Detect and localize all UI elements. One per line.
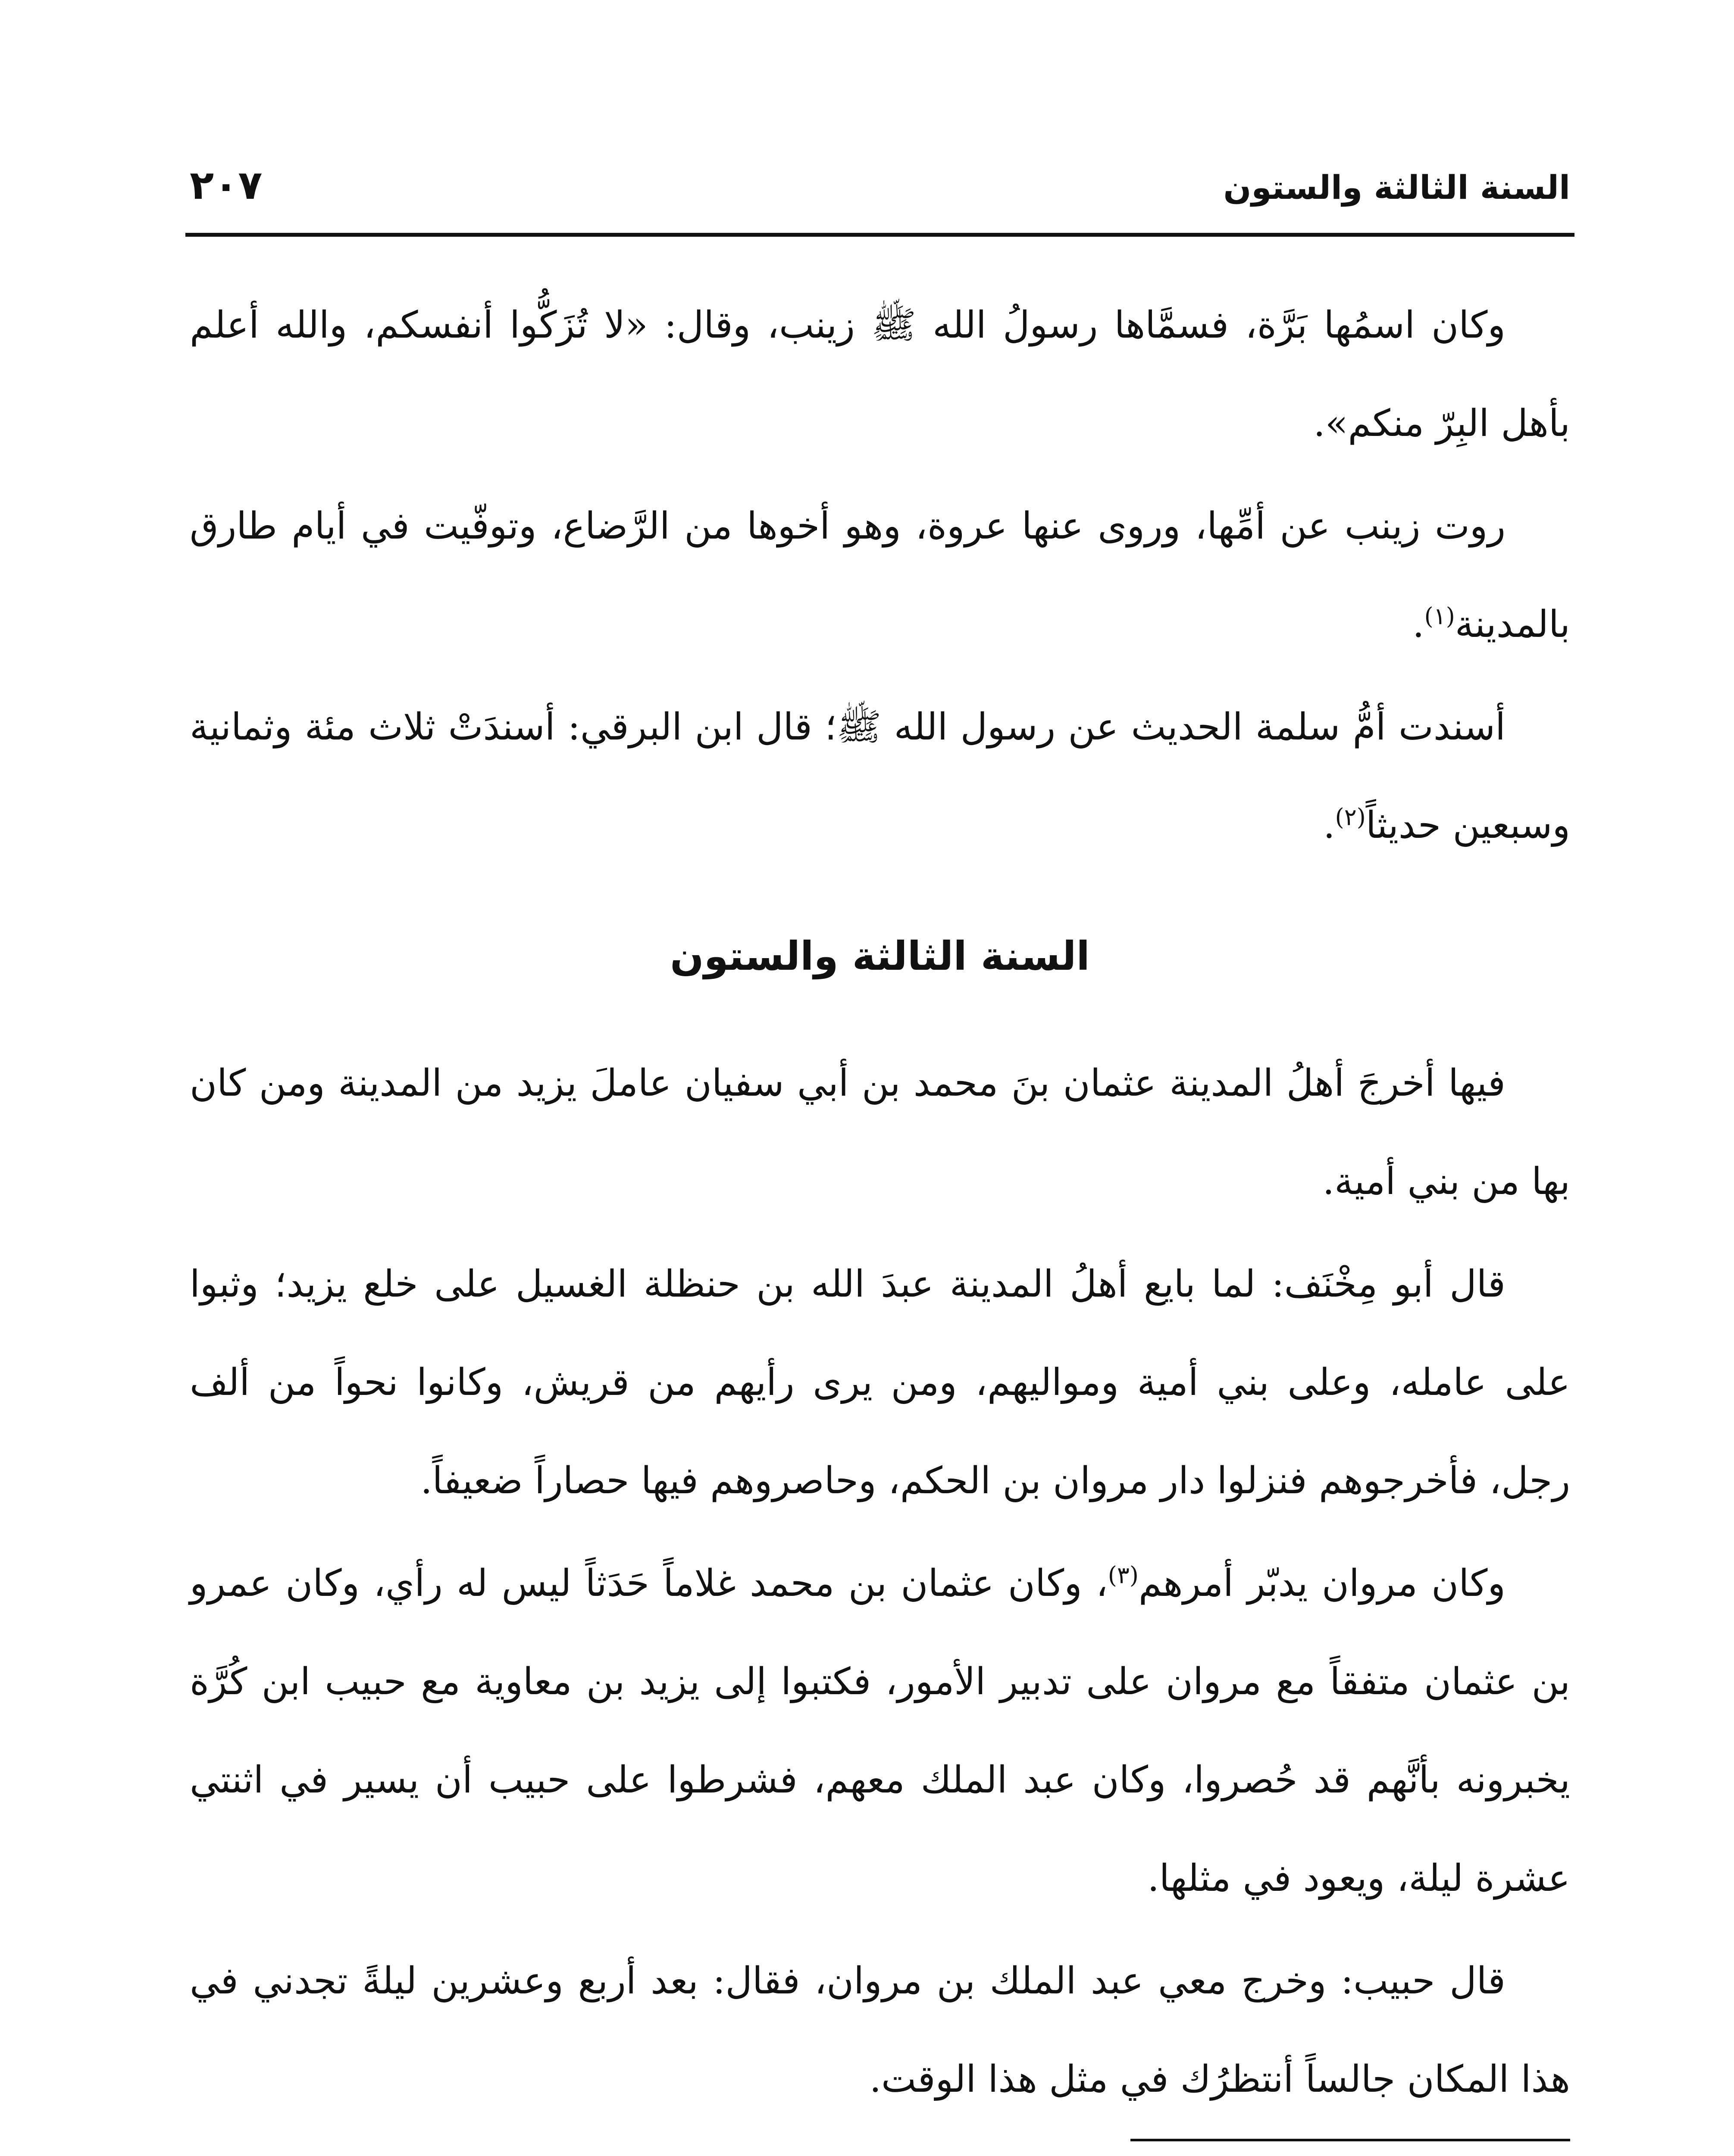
paragraph-6: [190, 1534, 1570, 1927]
header-rule: [185, 233, 1574, 237]
footnote-ref-3[interactable]: (٣): [1108, 1561, 1139, 1589]
main-text: [190, 276, 1570, 2156]
paragraph-4: فيها أخرجَ أهلُ المدينة عثمان بنَ محمد بن أبي سفيان عاملَ يزيد من المدينة ومن كان بها من بني أمية.: [190, 1062, 1570, 1203]
running-title: السنة الثالثة والستون: [1223, 168, 1570, 207]
footnote-rule: [1130, 2139, 1570, 2141]
paragraph-3: [190, 678, 1570, 874]
paragraph-6-rest: ، وكان عثمان بن محمد غلاماً حَدَثاً ليس له رأي، وكان عمرو بن عثمان متفقاً مع مروان على تدبير الأمور، فكتبوا إلى يزيد بن معاوية مع حبيب ابن كُرَّة يخبرونه بأنَّهم قد حُصروا، وكان عبد الملك معهم، فشرطوا على حبيب أن يسير في اثنتي عشرة ليلة، ويعود في مثلها.: [190, 1562, 1570, 1900]
paragraph-3-end: .: [1323, 804, 1335, 847]
paragraph-8: [190, 2133, 1570, 2156]
footnote-ref-1[interactable]: (١): [1424, 602, 1455, 630]
paragraph-1: وكان اسمُها بَرَّة، فسمَّاها رسولُ الله ﷺ زينب، وقال: «لا تُزَكُّوا أنفسكم، والله أعلم بأهل البِرّ منكم».: [190, 304, 1570, 445]
paragraph-5: قال أبو مِخْنَف: لما بايع أهلُ المدينة عبدَ الله بن حنظلة الغسيل على خلع يزيد؛ وثبوا على عامله، وعلى بني أمية ومواليهم، ومن يرى رأيهم من قريش، وكانوا نحواً من ألف رجل، فأخرجوهم فنزلوا دار مروان بن الحكم، وحاصروهم فيها حصاراً ضعيفاً.: [190, 1263, 1570, 1502]
page-number: ٢٠٧: [190, 162, 263, 208]
running-header: [190, 155, 1570, 224]
paragraph-2: [190, 477, 1570, 674]
paragraph-6-start: وكان مروان يدبّر أمرهم: [1138, 1562, 1506, 1605]
paragraph-2-end: .: [1412, 603, 1424, 646]
section-heading: السنة الثالثة والستون: [670, 933, 1090, 979]
paragraph-7: قال حبيب: وخرج معي عبد الملك بن مروان، فقال: بعد أربع وعشرين ليلةً تجدني في هذا المكان جالساً أنتظرُك في مثل هذا الوقت.: [190, 1959, 1570, 2101]
paragraph-2-text: روت زينب عن أمِّها، وروى عنها عروة، وهو أخوها من الرَّضاع، وتوفّيت في أيام طارق بالمدينة: [190, 505, 1570, 646]
footnote-ref-2[interactable]: (٢): [1335, 803, 1366, 831]
paragraph-3-text: أسندت أمُّ سلمة الحديث عن رسول الله ﷺ؛ قال ابن البرقي: أسندَتْ ثلاث مئة وثمانية وسبعين حديثاً: [190, 705, 1570, 847]
